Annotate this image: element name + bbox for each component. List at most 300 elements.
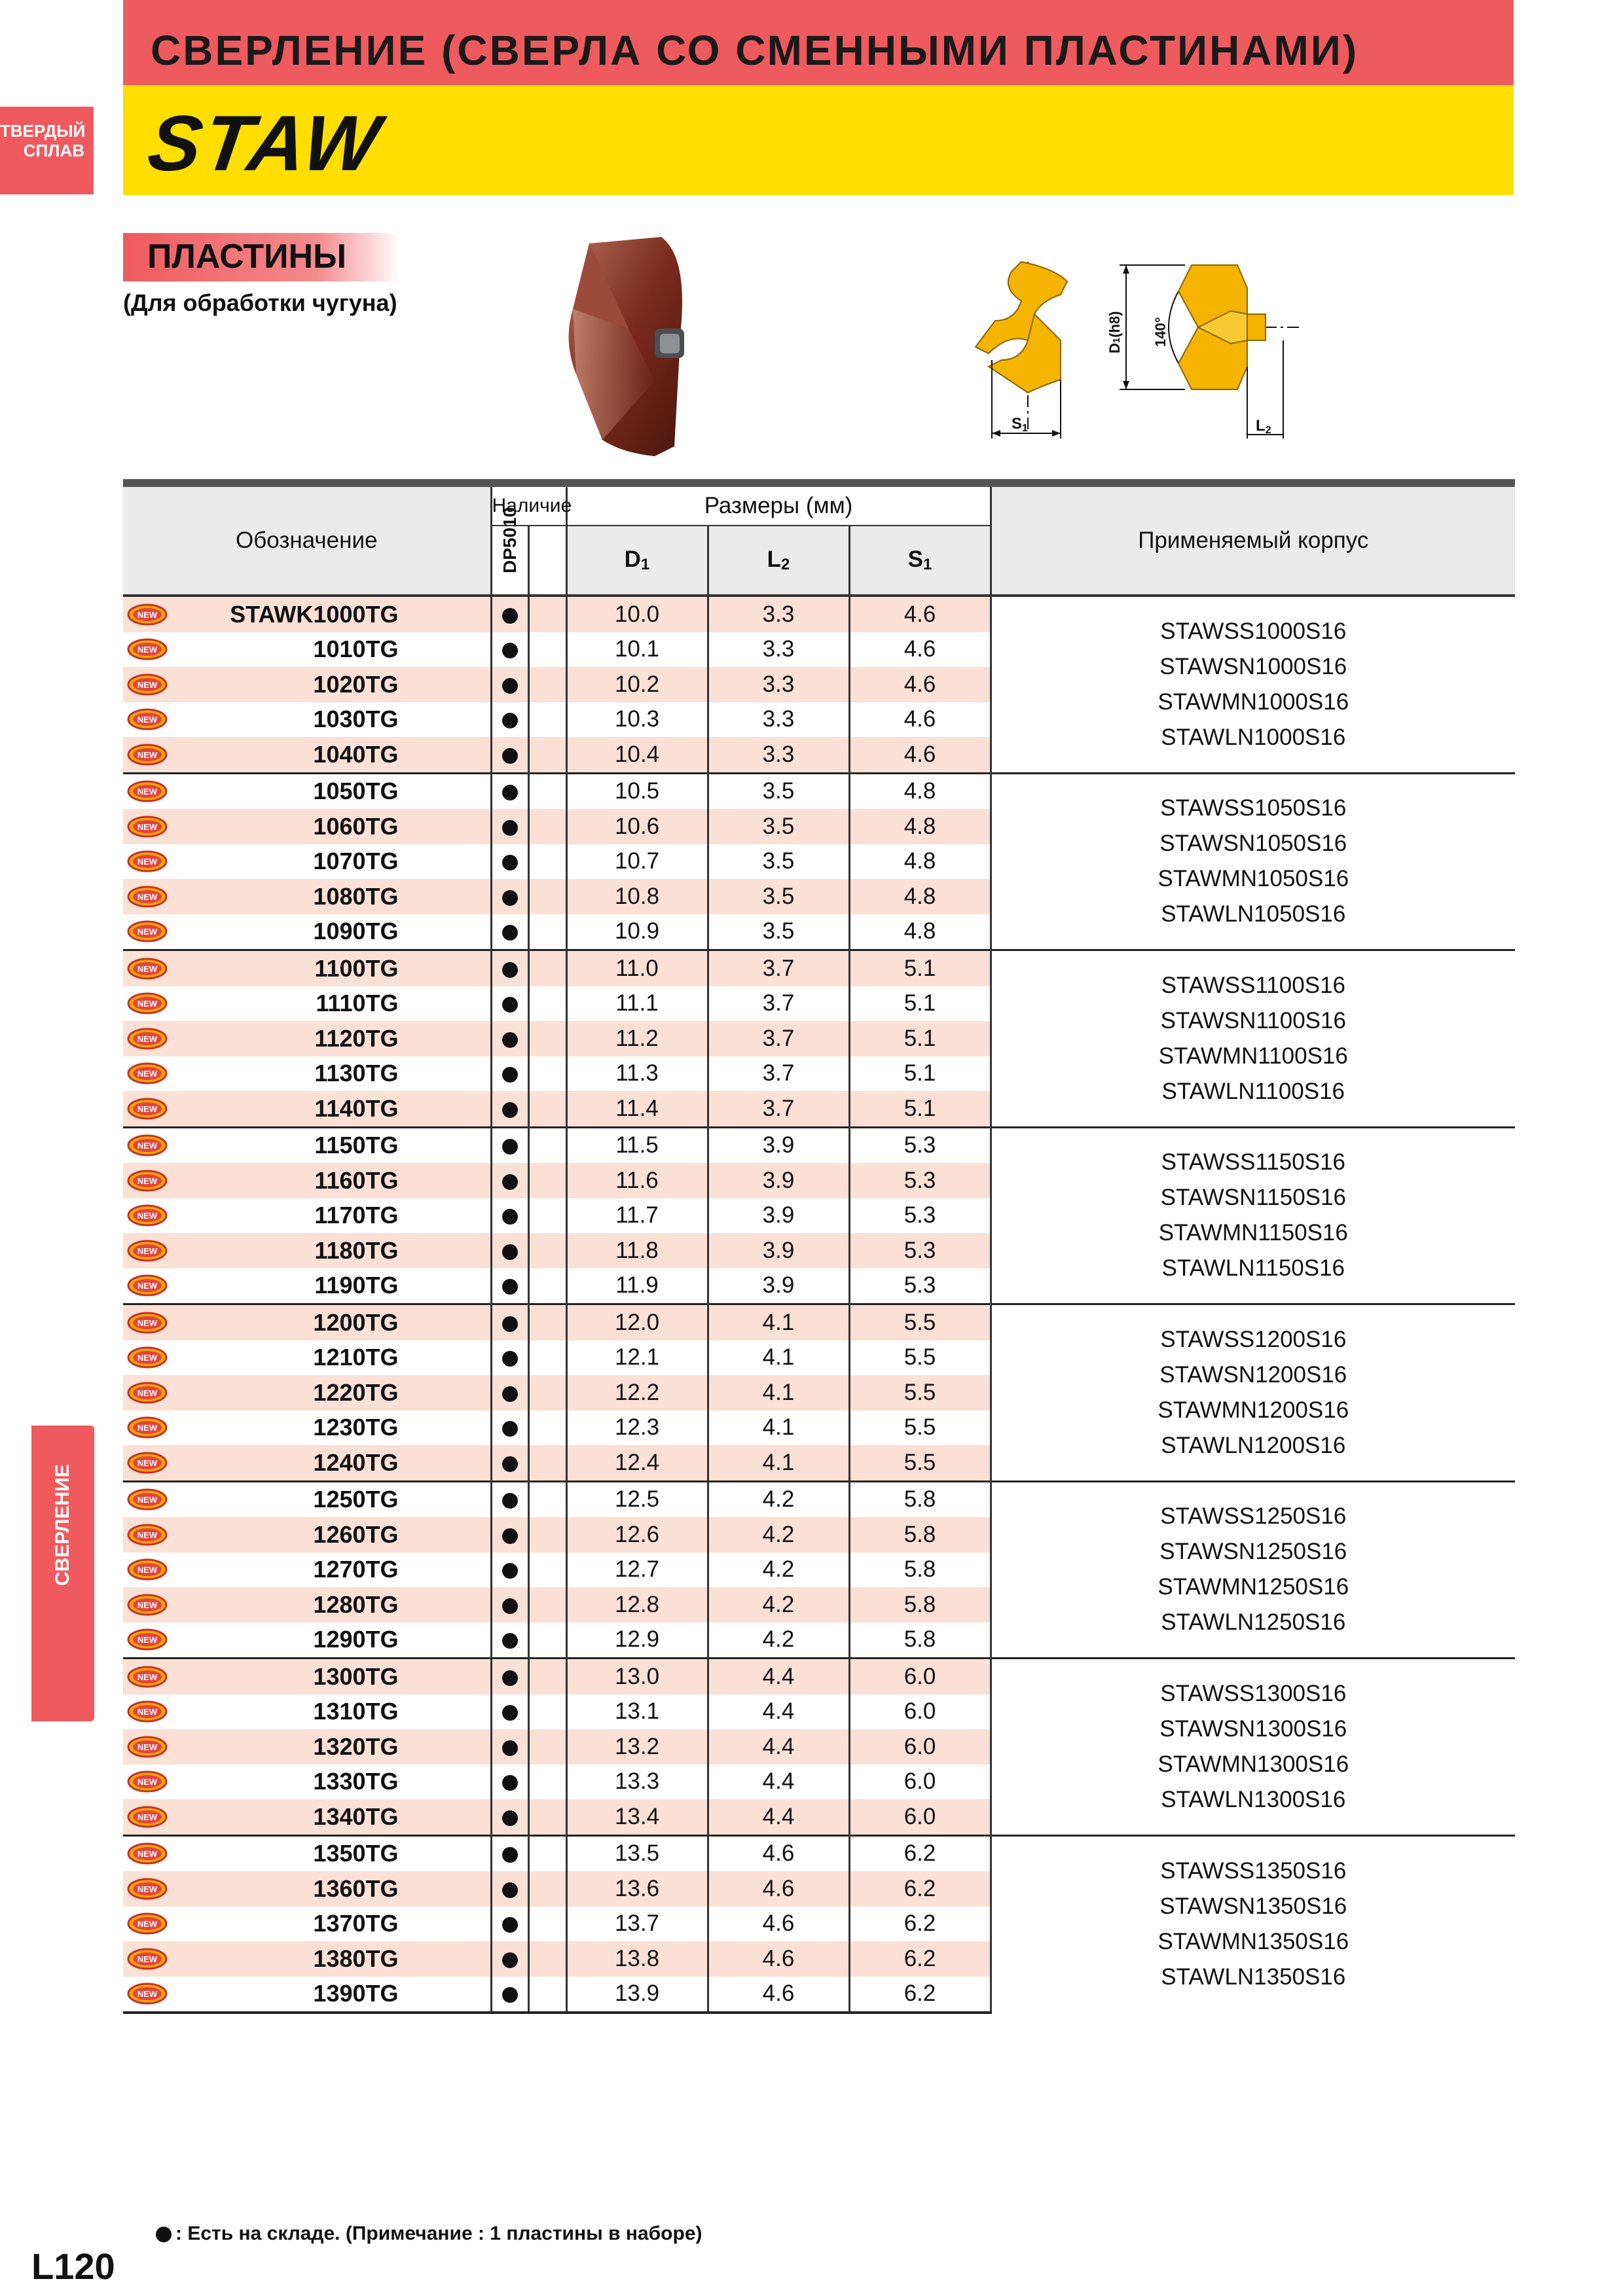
new-badge-icon — [127, 1240, 168, 1262]
designation-cell — [123, 914, 491, 950]
new-badge-text: NEW — [137, 609, 158, 620]
new-badge-text: NEW — [137, 1954, 158, 1964]
l2-cell: 4.4 — [708, 1799, 849, 1835]
table-row — [123, 1481, 1515, 1517]
new-badge-icon — [127, 1382, 168, 1404]
s1-cell: 5.8 — [849, 1587, 991, 1623]
new-badge-text: NEW — [137, 1281, 158, 1291]
in-stock-dot-icon — [502, 820, 518, 836]
applicable-body-cell — [991, 1304, 1515, 1482]
header-s1-letter: S — [907, 547, 924, 572]
s1-cell: 5.1 — [849, 986, 991, 1022]
applicable-body-item: STAWSN1100S16 — [1160, 1007, 1346, 1033]
stock-empty-cell — [528, 1410, 566, 1446]
stock-empty-cell — [528, 1765, 566, 1800]
page-title: СВЕРЛЕНИЕ (СВЕРЛА СО СМЕННЫМИ ПЛАСТИНАМИ) — [151, 27, 1359, 74]
new-badge-icon — [127, 1982, 168, 2005]
l2-cell: 4.6 — [708, 1835, 849, 1871]
designation-text: 1240TG — [313, 1448, 399, 1476]
designation-cell — [123, 1481, 491, 1517]
in-stock-dot-icon — [502, 1917, 518, 1933]
l2-cell: 3.3 — [708, 737, 849, 773]
l2-cell: 4.6 — [708, 1907, 849, 1942]
footer-note-text: : Есть на складе. (Примечание : 1 пластины в наборе) — [175, 2223, 702, 2244]
new-badge-icon — [127, 1558, 168, 1581]
d1-cell: 10.3 — [566, 702, 708, 738]
in-stock-dot-icon — [502, 1775, 518, 1791]
designation-cell — [123, 1587, 491, 1623]
new-badge-icon — [127, 744, 168, 766]
stock-empty-cell — [528, 667, 566, 702]
designation-cell — [123, 1835, 491, 1871]
stock-empty-cell — [528, 1799, 566, 1835]
s1-cell: 6.0 — [849, 1799, 991, 1835]
d1-cell: 10.8 — [566, 879, 708, 914]
d1-cell: 13.3 — [566, 1765, 708, 1800]
stock-cell — [491, 1340, 528, 1376]
l2-cell: 3.7 — [708, 1091, 849, 1127]
d1-cell: 12.1 — [566, 1340, 708, 1376]
header-d1 — [566, 526, 708, 596]
l2-cell: 3.7 — [708, 1021, 849, 1056]
l2-cell: 3.9 — [708, 1127, 849, 1163]
stock-cell — [491, 1375, 528, 1410]
s1-cell: 5.8 — [849, 1623, 991, 1659]
l2-cell: 3.3 — [708, 632, 849, 668]
s1-cell: 6.0 — [849, 1765, 991, 1800]
in-stock-dot-icon — [502, 1209, 518, 1225]
new-badge-icon — [127, 816, 168, 838]
l2-cell: 4.1 — [708, 1445, 849, 1481]
new-badge-text: NEW — [137, 1211, 158, 1221]
new-badge-icon — [127, 1806, 168, 1828]
applicable-body-item: STAWMN1100S16 — [1158, 1043, 1348, 1069]
d1-cell: 10.7 — [566, 844, 708, 880]
new-badge-text: NEW — [137, 1069, 158, 1079]
stock-empty-cell — [528, 879, 566, 914]
l2-cell: 3.5 — [708, 844, 849, 880]
stock-cell — [491, 1304, 528, 1340]
new-badge-text: NEW — [137, 1141, 158, 1151]
stock-cell — [491, 596, 528, 632]
d1-cell: 12.6 — [566, 1517, 708, 1552]
table-row — [123, 773, 1515, 809]
s1-cell: 6.2 — [849, 1977, 991, 2013]
new-badge-text: NEW — [137, 963, 158, 974]
d1-cell: 13.2 — [566, 1729, 708, 1765]
category-tab-line2: СПЛАВ — [23, 141, 84, 160]
designation-cell — [123, 1091, 491, 1127]
applicable-body-cell — [991, 1659, 1515, 1836]
l2-cell: 4.1 — [708, 1304, 849, 1340]
in-stock-dot-icon — [502, 890, 518, 906]
in-stock-dot-icon — [502, 1351, 518, 1367]
new-badge-text: NEW — [137, 1812, 158, 1822]
inserts-table — [123, 479, 1515, 2014]
stock-cell — [491, 1091, 528, 1127]
new-badge-text: NEW — [137, 1530, 158, 1540]
designation-text: 1190TG — [314, 1272, 399, 1299]
l2-cell: 3.9 — [708, 1198, 849, 1234]
stock-empty-cell — [528, 1056, 566, 1092]
d1-cell: 12.0 — [566, 1304, 708, 1340]
table-row — [123, 596, 1515, 632]
stock-empty-cell — [528, 1163, 566, 1198]
designation-text: 1370TG — [313, 1910, 399, 1937]
l2-cell: 4.4 — [708, 1695, 849, 1730]
stock-empty-cell — [528, 1907, 566, 1942]
s1-cell: 5.3 — [849, 1233, 991, 1268]
l2-cell: 4.4 — [708, 1659, 849, 1695]
d1-cell: 12.2 — [566, 1375, 708, 1410]
applicable-body-item: STAWSN1250S16 — [1159, 1539, 1347, 1565]
applicable-body-item: STAWSS1000S16 — [1160, 618, 1347, 644]
d1-cell: 13.1 — [566, 1695, 708, 1730]
designation-cell — [123, 1729, 491, 1765]
in-stock-dot-icon — [502, 678, 518, 694]
designation-text: 1350TG — [313, 1840, 399, 1867]
header-designation: Обозначение — [123, 483, 491, 596]
designation-cell — [123, 1552, 491, 1588]
new-badge-text: NEW — [137, 679, 158, 690]
designation-text: 1210TG — [313, 1344, 399, 1371]
inserts-table-body — [123, 596, 1515, 2013]
stock-empty-cell — [528, 986, 566, 1022]
designation-text: 1140TG — [314, 1094, 399, 1122]
new-badge-text: NEW — [137, 1103, 158, 1114]
designation-text: 1040TG — [313, 740, 399, 768]
stock-cell — [491, 914, 528, 950]
designation-text: 1160TG — [314, 1166, 399, 1194]
new-badge-text: NEW — [137, 1672, 158, 1682]
d1-cell: 12.4 — [566, 1445, 708, 1481]
designation-cell — [123, 1977, 491, 2013]
stock-empty-cell — [528, 1695, 566, 1730]
category-tab-line1: ТВЕРДЫЙ — [0, 121, 86, 141]
applicable-body-cell — [991, 1481, 1515, 1659]
in-stock-dot-icon — [502, 1139, 518, 1155]
l2-cell: 4.6 — [708, 1977, 849, 2013]
new-badge-icon — [127, 1062, 168, 1085]
stock-cell — [491, 809, 528, 844]
l2-cell: 4.2 — [708, 1481, 849, 1517]
stock-cell — [491, 1410, 528, 1446]
header-d1-sub: 1 — [640, 556, 650, 573]
designation-text: 1120TG — [314, 1024, 399, 1052]
new-badge-text: NEW — [137, 1318, 158, 1328]
new-badge-icon — [127, 1948, 168, 1970]
applicable-body-item: STAWMN1000S16 — [1158, 689, 1349, 715]
new-badge-text: NEW — [137, 1388, 158, 1398]
in-stock-dot-icon — [502, 1740, 518, 1756]
applicable-body-cell — [991, 773, 1515, 950]
in-stock-dot-icon — [502, 1987, 518, 2003]
in-stock-dot-icon — [502, 1563, 518, 1579]
in-stock-dot-icon — [502, 962, 518, 978]
designation-cell — [123, 737, 491, 773]
d1-cell: 12.8 — [566, 1587, 708, 1623]
designation-text: 1390TG — [313, 1980, 399, 2007]
new-badge-icon — [127, 1700, 168, 1723]
in-stock-dot-icon — [502, 1456, 518, 1472]
designation-cell — [123, 1375, 491, 1410]
designation-cell — [123, 1765, 491, 1800]
in-stock-dot-icon — [502, 1528, 518, 1544]
s1-cell: 4.8 — [849, 773, 991, 809]
designation-text: 1360TG — [313, 1874, 399, 1902]
applicable-body-item: STAWSN1000S16 — [1159, 653, 1347, 679]
applicable-body-item: STAWSS1350S16 — [1160, 1858, 1347, 1884]
stock-cell — [491, 1268, 528, 1304]
new-badge-icon — [127, 1170, 168, 1192]
new-badge-icon — [127, 1028, 168, 1050]
new-badge-text: NEW — [137, 1635, 158, 1645]
designation-cell — [123, 809, 491, 844]
s1-cell: 4.6 — [849, 737, 991, 773]
s1-cell: 6.0 — [849, 1695, 991, 1730]
s1-cell: 4.6 — [849, 667, 991, 702]
in-stock-dot-icon — [502, 1421, 518, 1437]
new-badge-icon — [127, 1488, 168, 1511]
stock-empty-cell — [528, 1517, 566, 1552]
new-badge-text: NEW — [137, 1742, 158, 1752]
d1-cell: 10.0 — [566, 596, 708, 632]
applicable-body-item: STAWSS1150S16 — [1161, 1149, 1345, 1175]
d1-cell: 13.9 — [566, 1977, 708, 2013]
designation-text: 1260TG — [313, 1520, 399, 1548]
in-stock-dot-icon — [502, 643, 518, 658]
designation-text: 1130TG — [314, 1060, 399, 1087]
s1-cell: 5.5 — [849, 1340, 991, 1376]
applicable-body-item: STAWLN1200S16 — [1161, 1432, 1346, 1458]
applicable-body-item: STAWLN1050S16 — [1161, 901, 1346, 927]
stock-empty-cell — [528, 1127, 566, 1163]
designation-text: 1100TG — [314, 954, 399, 982]
new-badge-icon — [127, 1312, 168, 1334]
l2-cell: 3.3 — [708, 702, 849, 738]
d1-cell: 10.5 — [566, 773, 708, 809]
table-row — [123, 1835, 1515, 1871]
d1-cell: 13.0 — [566, 1659, 708, 1695]
applicable-body-cell — [991, 950, 1515, 1128]
d1-cell: 11.2 — [566, 1021, 708, 1056]
designation-text: 1170TG — [314, 1202, 399, 1229]
stock-cell — [491, 1623, 528, 1659]
section-title: ПЛАСТИНЫ — [147, 238, 346, 276]
d1-cell: 10.1 — [566, 632, 708, 668]
d1-cell: 13.7 — [566, 1907, 708, 1942]
designation-text: 1180TG — [314, 1236, 399, 1264]
new-badge-icon — [127, 708, 168, 730]
designation-cell — [123, 1163, 491, 1198]
applicable-body-item: STAWSN1050S16 — [1159, 831, 1347, 857]
new-badge-text: NEW — [137, 891, 158, 902]
d1-cell: 12.5 — [566, 1481, 708, 1517]
stock-empty-cell — [528, 737, 566, 773]
l2-cell: 4.1 — [708, 1375, 849, 1410]
applicable-body-item: STAWLN1350S16 — [1161, 1964, 1346, 1990]
header-grade — [491, 507, 528, 596]
new-badge-text: NEW — [137, 821, 158, 832]
s1-cell: 6.2 — [849, 1871, 991, 1907]
table-row — [123, 1304, 1515, 1340]
s1-cell: 6.2 — [849, 1907, 991, 1942]
header-dimensions: Размеры (мм) — [566, 483, 991, 526]
stock-empty-cell — [528, 1268, 566, 1304]
dim-s1-label: S1 — [1012, 415, 1028, 434]
designation-text: STAWK1000TG — [230, 600, 399, 628]
stock-cell — [491, 986, 528, 1022]
brand-logo: STAW — [143, 99, 388, 187]
applicable-body-item: STAWLN1000S16 — [1161, 724, 1346, 750]
header-body: Применяемый корпус — [991, 483, 1515, 596]
designation-text: 1380TG — [313, 1945, 399, 1972]
new-badge-icon — [127, 1594, 168, 1616]
stock-empty-cell — [528, 1729, 566, 1765]
designation-text: 1330TG — [313, 1768, 399, 1795]
new-badge-text: NEW — [137, 1919, 158, 1929]
applicable-body-item: STAWMN1350S16 — [1158, 1929, 1349, 1955]
in-stock-dot-icon — [502, 1847, 518, 1863]
designation-text: 1090TG — [313, 918, 399, 945]
new-badge-icon — [127, 1736, 168, 1758]
applicable-body-item: STAWSN1300S16 — [1159, 1715, 1347, 1742]
s1-cell: 5.3 — [849, 1198, 991, 1234]
new-badge-text: NEW — [137, 857, 158, 867]
stock-empty-cell — [528, 1304, 566, 1340]
in-stock-dot-icon — [502, 1032, 518, 1048]
designation-cell — [123, 596, 491, 632]
designation-text: 1220TG — [313, 1378, 399, 1406]
s1-cell: 5.3 — [849, 1127, 991, 1163]
s1-cell: 4.8 — [849, 809, 991, 844]
stock-empty-cell — [528, 950, 566, 986]
new-badge-text: NEW — [137, 1033, 158, 1044]
stock-empty-cell — [528, 1659, 566, 1695]
designation-text: 1070TG — [313, 848, 399, 875]
stock-cell — [491, 1587, 528, 1623]
in-stock-dot-icon — [502, 1244, 518, 1260]
stock-cell — [491, 667, 528, 702]
new-badge-icon — [127, 1134, 168, 1157]
new-badge-icon — [127, 1098, 168, 1120]
designation-cell — [123, 1941, 491, 1977]
new-badge-icon — [127, 1274, 168, 1297]
section-subtitle: (Для обработки чугуна) — [123, 289, 397, 316]
designation-text: 1150TG — [314, 1132, 399, 1159]
designation-cell — [123, 667, 491, 702]
d1-cell: 13.6 — [566, 1871, 708, 1907]
applicable-body-item: STAWSS1100S16 — [1161, 972, 1345, 998]
stock-cell — [491, 1552, 528, 1588]
in-stock-dot-icon — [502, 713, 518, 728]
insert-front-view-diagram — [962, 249, 1106, 445]
l2-cell: 4.2 — [708, 1552, 849, 1588]
applicable-body-item: STAWSS1200S16 — [1160, 1326, 1347, 1352]
stock-empty-cell — [528, 914, 566, 950]
d1-cell: 11.9 — [566, 1268, 708, 1304]
category-tab-carbide[interactable] — [0, 107, 94, 194]
d1-cell: 11.7 — [566, 1198, 708, 1234]
new-badge-icon — [127, 958, 168, 980]
stock-cell — [491, 1233, 528, 1268]
s1-cell: 6.2 — [849, 1941, 991, 1977]
d1-cell: 13.8 — [566, 1941, 708, 1977]
l2-cell: 3.7 — [708, 950, 849, 986]
designation-cell — [123, 1907, 491, 1942]
designation-cell — [123, 773, 491, 809]
l2-cell: 4.2 — [708, 1587, 849, 1623]
in-stock-dot-icon — [156, 2227, 172, 2242]
d1-cell: 12.9 — [566, 1623, 708, 1659]
applicable-body-cell — [991, 596, 1515, 773]
designation-cell — [123, 1268, 491, 1304]
section-tab-label — [52, 1552, 74, 1586]
stock-empty-cell — [528, 632, 566, 668]
stock-cell — [491, 632, 528, 668]
d1-cell: 11.4 — [566, 1091, 708, 1127]
s1-cell: 6.0 — [849, 1729, 991, 1765]
insert-side-view-diagram — [1106, 249, 1322, 445]
d1-cell: 10.2 — [566, 667, 708, 702]
header-d1-letter: D — [624, 547, 641, 572]
new-badge-icon — [127, 1666, 168, 1688]
d1-cell: 11.3 — [566, 1056, 708, 1092]
new-badge-text: NEW — [137, 927, 158, 937]
applicable-body-item: STAWSS1250S16 — [1160, 1503, 1347, 1530]
new-badge-text: NEW — [137, 715, 158, 725]
header-l2-letter: L — [767, 547, 782, 572]
stock-cell — [491, 1481, 528, 1517]
s1-cell: 5.8 — [849, 1517, 991, 1552]
stock-cell — [491, 950, 528, 986]
s1-cell: 5.1 — [849, 950, 991, 986]
stock-cell — [491, 1695, 528, 1730]
designation-cell — [123, 1517, 491, 1552]
s1-cell: 5.3 — [849, 1163, 991, 1198]
stock-cell — [491, 1765, 528, 1800]
stock-cell — [491, 1871, 528, 1907]
designation-cell — [123, 879, 491, 914]
l2-cell: 3.9 — [708, 1163, 849, 1198]
new-badge-icon — [127, 1842, 168, 1865]
designation-cell — [123, 1871, 491, 1907]
applicable-body-cell — [991, 1835, 1515, 2013]
designation-cell — [123, 986, 491, 1022]
in-stock-dot-icon — [502, 855, 518, 870]
new-badge-text: NEW — [137, 1353, 158, 1363]
applicable-body-item: STAWMN1050S16 — [1158, 866, 1349, 892]
new-badge-text: NEW — [137, 1246, 158, 1256]
new-badge-icon — [127, 1628, 168, 1651]
in-stock-dot-icon — [502, 1386, 518, 1402]
tip-angle-label: 140° — [1152, 317, 1169, 347]
l2-cell: 3.3 — [708, 667, 849, 702]
stock-empty-cell — [528, 1198, 566, 1234]
in-stock-dot-icon — [502, 925, 518, 941]
new-badge-text: NEW — [137, 1707, 158, 1717]
in-stock-dot-icon — [502, 608, 518, 624]
designation-cell — [123, 632, 491, 668]
s1-cell: 4.8 — [849, 879, 991, 914]
designation-cell — [123, 1695, 491, 1730]
applicable-body-item: STAWSS1050S16 — [1160, 795, 1347, 821]
l2-cell: 3.7 — [708, 1056, 849, 1092]
stock-empty-cell — [528, 1021, 566, 1056]
stock-empty-cell — [528, 1552, 566, 1588]
l2-cell: 3.7 — [708, 986, 849, 1022]
stock-cell — [491, 1021, 528, 1056]
